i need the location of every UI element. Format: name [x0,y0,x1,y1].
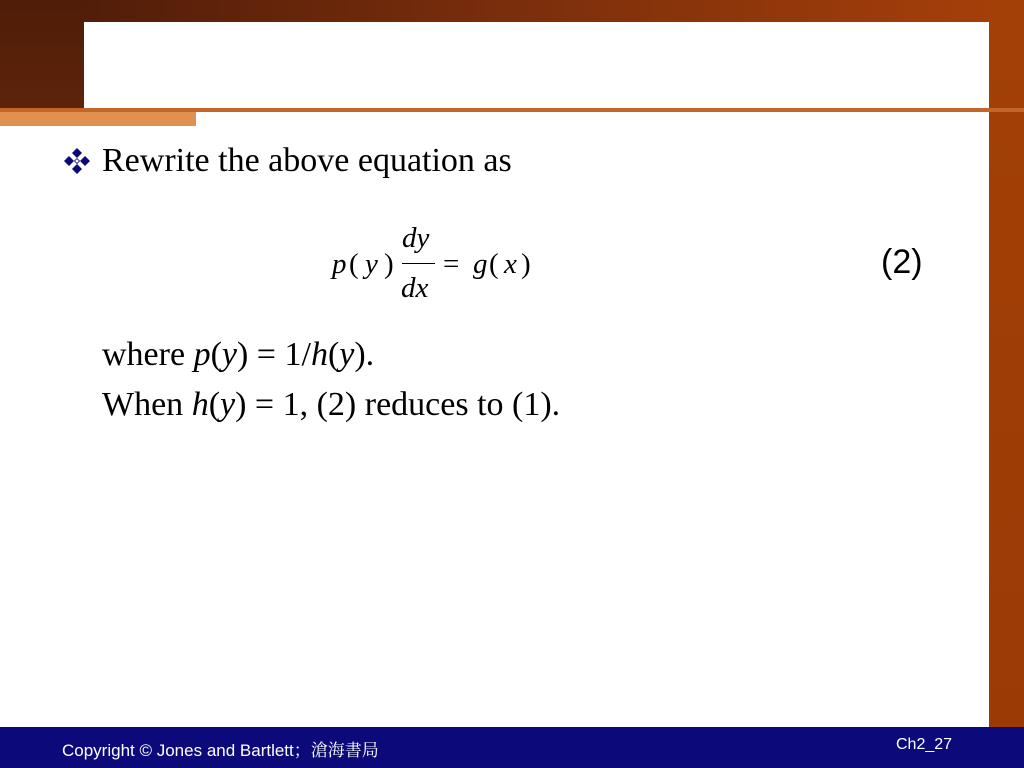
slide-number: Ch2_27 [896,736,953,753]
equation-lhs-func: p [332,248,347,280]
when-y: y [220,386,236,423]
where-mid: ) = 1/ [236,336,311,373]
equation-rhs-func: g [473,248,488,280]
where-line [102,336,374,374]
equation-numerator: dy [402,222,430,254]
equation-rhs-close-paren: ) [521,248,531,280]
fraction-line [402,263,435,264]
when-line [102,386,560,424]
when-prefix: When [102,386,192,423]
when-open: ( [208,386,221,423]
where-open2: ( [327,336,340,373]
when-h: h [191,386,209,423]
where-y1: y [221,336,237,373]
where-y2: y [339,336,355,373]
equation-close-paren: ) [384,248,394,280]
where-p: p [193,336,211,373]
bullet-text: Rewrite the above equation as [102,142,512,179]
equation-open-paren: ( [349,248,359,280]
where-prefix: where [102,336,194,373]
equation-lhs-var: y [365,248,378,280]
equation-number: (2) [881,243,923,281]
where-suffix: ). [354,336,375,373]
where-open1: ( [210,336,222,373]
equation-equals: = [443,248,460,280]
top-gradient-bar [0,0,1024,22]
equation-rhs-open-paren: ( [489,248,499,280]
orange-accent-tab [0,112,196,126]
left-accent-block [0,0,84,108]
when-suffix: ) = 1, (2) reduces to (1). [235,386,561,423]
equation-denominator: dx [401,272,429,304]
bullet-item [62,142,512,180]
where-h: h [310,336,328,373]
equation-rhs-var: x [504,248,517,280]
diamond-quad-bullet-icon [62,146,92,176]
right-accent-bar [989,0,1024,768]
footer-copyright: Copyright © Jones and Bartlett；滄海書局 [62,741,379,760]
title-area [85,22,989,108]
